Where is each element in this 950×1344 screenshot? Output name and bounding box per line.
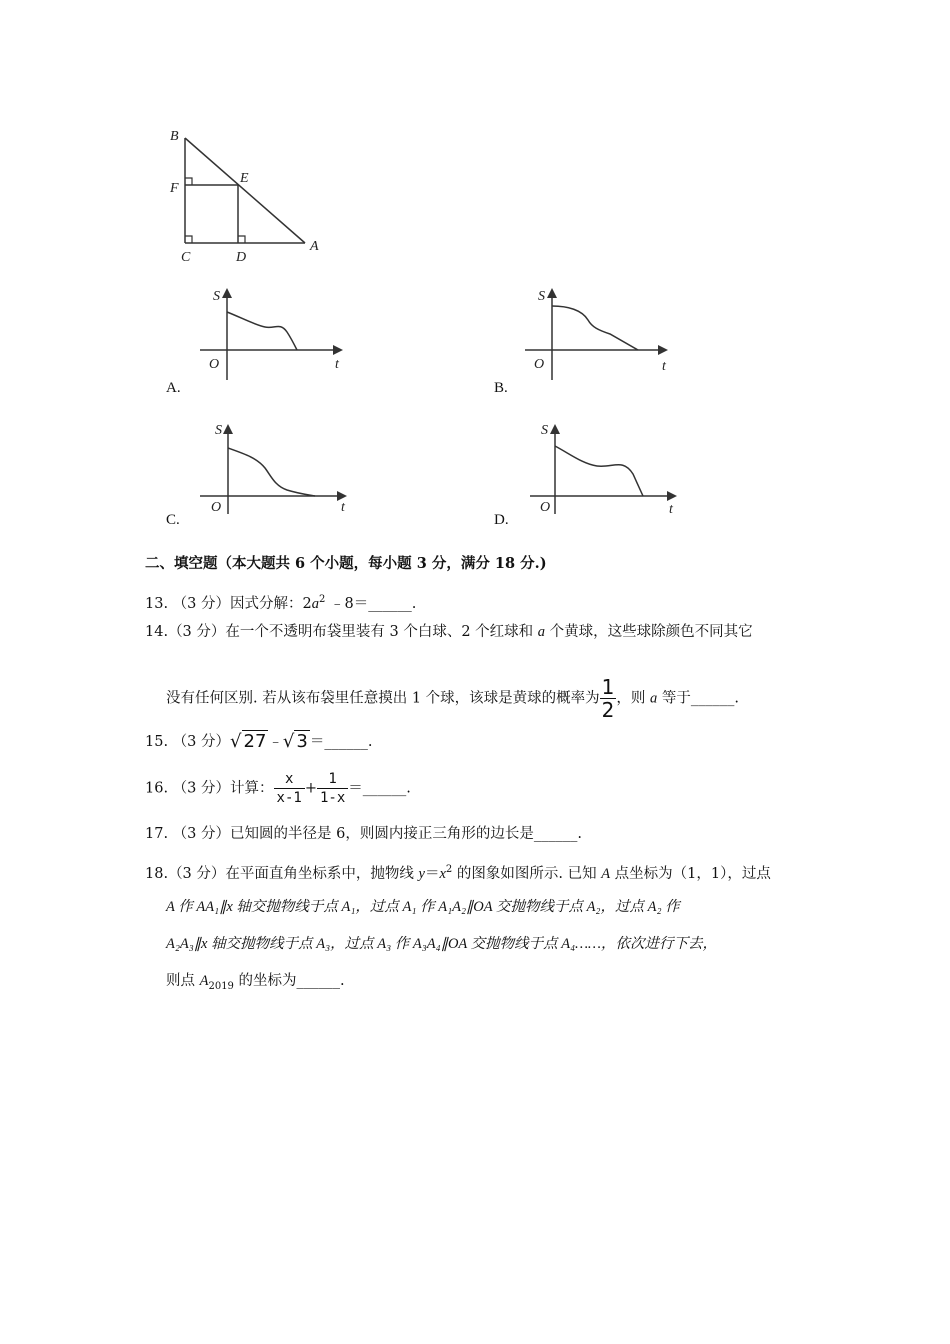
label-s: S [541, 423, 548, 438]
question-18-line-3: A₂A₃∥x 轴交抛物线于点 A₃，过点 A₃ 作 A₃A₄∥OA 交抛物线于点 A₄……，依次进行下去， [166, 936, 717, 952]
option-b-label: B. [494, 380, 508, 396]
fraction-half: $\frac{1}{2}$ [601, 675, 615, 722]
label-D: D [236, 250, 247, 265]
answer-blank: ______ [533, 826, 578, 842]
question-13: 13. （3 分）因式分解：$2a^2$ ﹣8＝______. [145, 594, 417, 612]
label-A: A [310, 239, 319, 254]
label-s: S [215, 423, 222, 438]
label-t: t [662, 359, 666, 374]
question-16: 16. （3 分）计算： $\frac{x}{x-1}$ + $\frac{1}{1-x}$ ＝______. [145, 771, 411, 806]
question-17: 17. （3 分）已知圆的半径是 6，则圆内接正三角形的边长是______. [145, 826, 582, 842]
fraction-1: $\frac{x}{x-1}$ [274, 770, 305, 807]
label-s: S [538, 289, 545, 304]
graph-d [525, 418, 685, 518]
option-c-label: C. [166, 512, 180, 528]
question-18-line-4: 则点 $A_{2019}$ 的坐标为______. [166, 973, 345, 992]
graph-c [195, 418, 355, 518]
option-d-label: D. [494, 512, 509, 528]
label-o: O [534, 357, 545, 372]
answer-blank: ______ [362, 780, 407, 797]
section-title: 二、填空题（本大题共 6 个小题，每小题 3 分，满分 18 分.) [145, 555, 547, 572]
fraction-2: $\frac{1}{1-x}$ [317, 770, 348, 807]
question-14: 14.（3 分）在一个不透明布袋里装有 3 个白球、2 个红球和 a 个黄球，这些球除颜色不同其它 [145, 624, 753, 640]
label-C: C [181, 250, 191, 265]
label-B: B [170, 129, 179, 144]
label-s: S [213, 289, 220, 304]
question-15: 15. （3 分）√ 27 ﹣√ 3 ＝______. [145, 731, 373, 752]
sqrt-3: √ 3 [282, 731, 308, 752]
question-18-line-2: A 作 AA₁∥x 轴交抛物线于点 A₁，过点 A₁ 作 A₁A₂∥OA 交抛物线于点 A₂，过点 A₂ 作 [166, 899, 680, 915]
graph-b [520, 282, 680, 382]
sqrt-27: √ 27 [230, 731, 267, 752]
triangle-figure [160, 120, 340, 270]
option-a-label: A. [166, 380, 181, 396]
label-F: F [170, 181, 179, 196]
label-o: O [209, 357, 220, 372]
label-E: E [240, 171, 249, 186]
label-o: O [540, 500, 551, 515]
label-t: t [669, 502, 673, 517]
question-14-cont: 没有任何区别. 若从该布袋里任意摸出 1 个球，该球是黄球的概率为 $\frac{1}{2}$ ，则 a 等于______. [166, 675, 739, 722]
graph-a [195, 282, 355, 382]
answer-blank: ______ [368, 595, 412, 612]
answer-blank: ______ [690, 690, 735, 707]
label-o: O [211, 500, 222, 515]
question-18: 18.（3 分）在平面直角坐标系中，抛物线 $y=x^2$ 的图象如图所示. 已知 A 点坐标为（1，1），过点 [145, 864, 771, 882]
label-t: t [335, 357, 339, 372]
answer-blank: ______ [324, 734, 368, 750]
answer-blank: ______ [296, 973, 341, 989]
label-t: t [341, 500, 345, 515]
